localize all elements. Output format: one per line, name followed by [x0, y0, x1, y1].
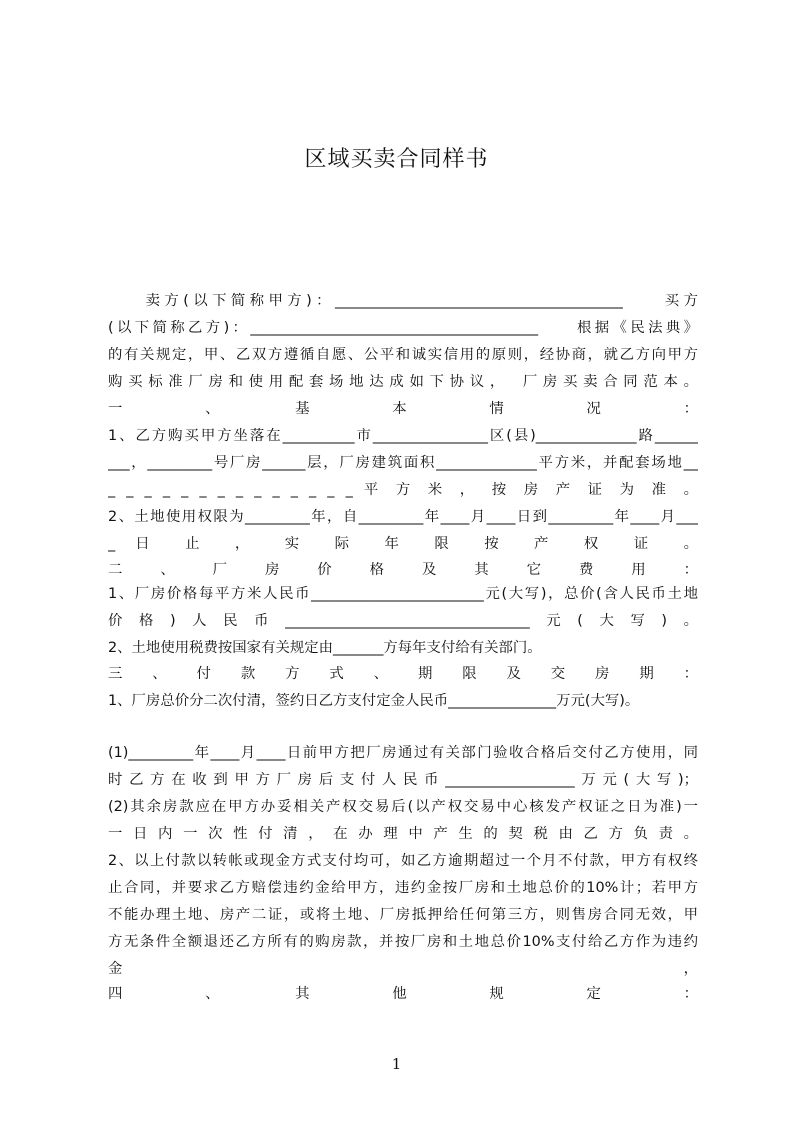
- text-line: (以下简称乙方)：________________________________________ 根据《民法典》: [108, 320, 698, 336]
- text-line: 时乙方在收到甲方厂房后支付人民币__________________万元(大写)；: [108, 772, 698, 788]
- text-line: 止合同，并要求乙方赔偿违约金给甲方，违约金按厂房和土地总价的10%计；若甲方: [108, 880, 698, 896]
- text-line: (2)其余房款应在甲方办妥相关产权交易后(以产权交易中心核发产权证之日为准)一: [108, 799, 698, 815]
- document-title: 区域买卖合同样书: [304, 147, 489, 172]
- text-line: ___，_________号厂房______层，厂房建筑面积______________平方米，并配套场地__: [108, 455, 698, 471]
- text-line: 2、土地使用权限为_________年，自_________年____月____日到_________年____月___: [108, 509, 698, 525]
- section-heading: 二 、 厂 房 价 格 及 其 它 费 用 ：: [108, 562, 698, 578]
- text-line: 2、以上付款以转帐或现金方式支付均可，如乙方逾期超过一个月不付款，甲方有权终: [108, 853, 698, 869]
- section-heading: 一 、 基 本 情 况 ：: [108, 401, 698, 417]
- section-heading: 三 、 付 款 方 式 、 期 限 及 交 房 期 ：: [108, 666, 698, 682]
- text-line: 1、厂房价格每平方米人民币________________________元(大写)，总价(含人民币土地: [108, 586, 698, 602]
- text-line: 价格)人民币__________________________________元(大写)。: [108, 613, 698, 629]
- text-line: 的有关规定，甲、乙双方遵循自愿、公平和诚实信用的原则，经协商，就乙方向甲方: [108, 347, 698, 363]
- text-line: 不能办理土地、房产二证，或将土地、厂房抵押给任何第三方，则售房合同无效，甲: [108, 907, 698, 923]
- text-line: 购买标准厂房和使用配套场地达成如下协议， 厂房买卖合同范本。: [108, 374, 698, 390]
- section-heading: 四 、 其 他 规 定 ：: [108, 986, 698, 1002]
- text-line: _ _ _ _ _ _ _ _ _ _ _ _ _ _ 平 方 米 ， 按 房 产 证 为 准 。: [108, 482, 698, 498]
- text-line: 金 ，: [108, 961, 698, 977]
- text-line: 一 日 内 一 次 性 付 清 ， 在 办 理 中 产 生 的 契 税 由 乙 方 负 责 。: [108, 826, 698, 842]
- text-line: 方无条件全额退还乙方所有的购房款，并按厂房和土地总价10%支付给乙方作为违约: [108, 934, 698, 950]
- text-line: _ 日 止 ， 实 际 年 限 按 产 权 证 。: [108, 536, 698, 552]
- text-line: 1、厂房总价分二次付清，签约日乙方支付定金人民币_______________万元(大写)。: [108, 693, 640, 709]
- text-line: 卖方(以下简称甲方)：________________________________________ 买方: [108, 293, 698, 309]
- text-line: 2、土地使用税费按国家有关规定由_______方每年支付给有关部门。: [108, 640, 542, 656]
- text-line: (1)_________年____月____日前甲方把厂房通过有关部门验收合格后交付乙方使用，同: [108, 745, 698, 761]
- text-line: 1、乙方购买甲方坐落在__________市________________区(县)______________路______: [108, 428, 698, 444]
- page-number: 1: [391, 1055, 402, 1073]
